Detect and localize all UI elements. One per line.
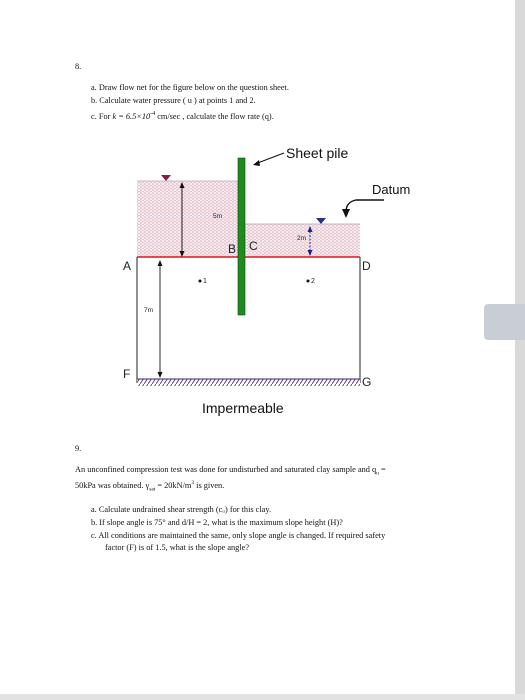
label-B: B [228, 242, 237, 256]
q9-intro-line1: An unconfined compression test was done for undisturbed and saturated clay sample and $q_u$ = [75, 465, 386, 477]
q9-part-b: b. If slope angle is 75° and d/H = 2, what is the maximum slope height (H)? [91, 518, 343, 527]
q9-part-c-line1: c. All conditions are maintained the same, only slope angle is changed. If required safety [91, 531, 386, 540]
dim-7m-label: 7m [144, 307, 154, 314]
label-D: D [362, 259, 371, 273]
q8-number: 8. [75, 62, 82, 71]
q9-intro-line2: 50kPa was obtained. $\gamma_{sat} = 20kN/m^3$ is given. [75, 480, 225, 493]
q8-part-b: b. Calculate water pressure ( u ) at points 1 and 2. [91, 96, 256, 105]
sheet-pile-label: Sheet pile [286, 145, 349, 161]
dim-2m-label: 2m [297, 235, 307, 242]
point-1-label: 1 [203, 278, 207, 285]
upstream-water [137, 181, 242, 257]
dim-5m-label: 5m [213, 213, 223, 220]
point-2-label: 2 [311, 278, 315, 285]
point-2-marker [307, 280, 310, 283]
label-G: G [362, 375, 372, 389]
datum-label: Datum [372, 182, 411, 197]
upstream-water-level-marker [161, 175, 171, 181]
label-A: A [123, 259, 132, 273]
q8-part-c: c. For $k = 6.5\times 10^{-4}$ cm/sec , calculate the flow rate (q). [91, 111, 274, 121]
q9-number: 9. [75, 444, 82, 453]
sheet-pile [238, 158, 245, 315]
label-C: C [249, 239, 258, 253]
impermeable-layer [137, 379, 360, 386]
point-1-marker [199, 280, 202, 283]
q9-part-a: a. Calculate undrained shear strength (cᵤ) for this clay. [91, 505, 272, 514]
impermeable-label: Impermeable [202, 400, 284, 416]
label-F: F [123, 367, 131, 381]
q8-part-a: a. Draw flow net for the figure below on the question sheet. [91, 83, 289, 92]
downstream-water-level-marker [316, 218, 326, 224]
q9-part-c-line2: factor (F) is of 1.5, what is the slope angle? [105, 543, 250, 552]
datum-arrow [346, 200, 384, 212]
